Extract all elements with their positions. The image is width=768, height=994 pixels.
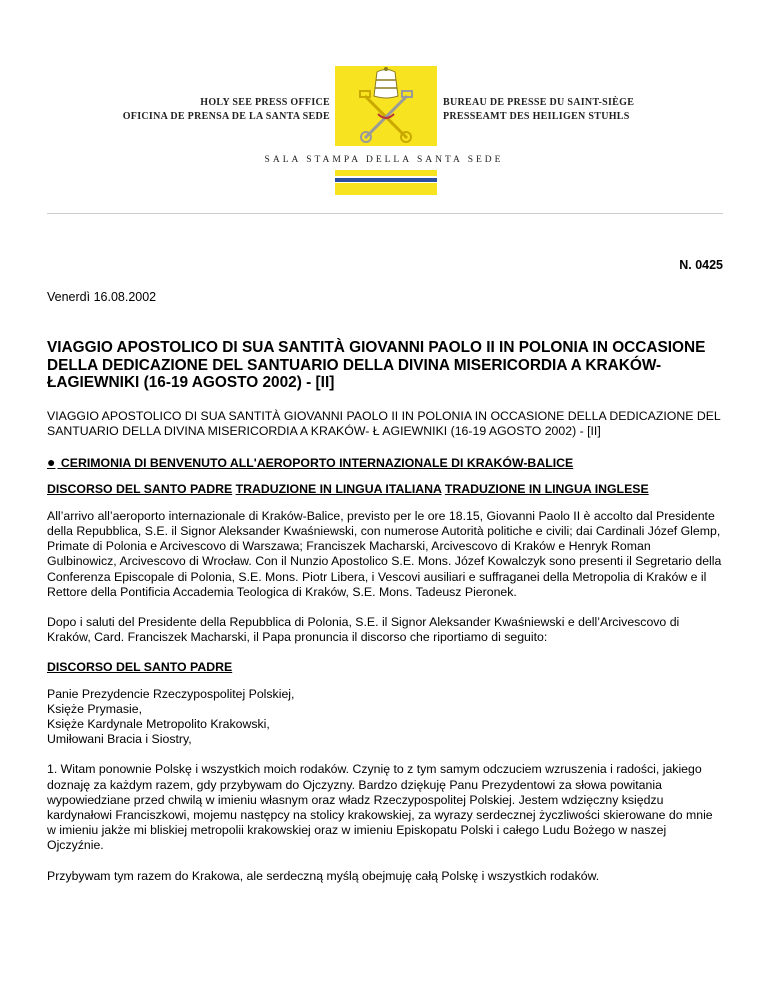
- discorso-heading[interactable]: DISCORSO DEL SANTO PADRE: [47, 660, 233, 675]
- office-name-en: HOLY SEE PRESS OFFICE: [200, 97, 330, 108]
- ceremony-link[interactable]: [47, 455, 723, 471]
- office-names-right: [443, 96, 634, 124]
- ceremony-link-text: CERIMONIA DI BENVENUTO ALL'AEROPORTO INTERNAZIONALE DI KRAKÓW-BALICE: [60, 456, 574, 471]
- link-discorso[interactable]: DISCORSO DEL SANTO PADRE: [47, 481, 233, 496]
- papal-keys-tiara-icon: [335, 66, 437, 146]
- salutation-line: Umiłowani Bracia i Siostry,: [47, 732, 192, 747]
- bulletin-subtitle: VIAGGIO APOSTOLICO DI SUA SANTITÀ GIOVANNI PAOLO II IN POLONIA IN OCCASIONE DELLA DEDICAZIONE DEL SANTUARIO DELLA DIVINA MISERICORDIA A KRAKÓW- Ł AGIEWNIKI (16-19 AGOSTO 2002) - [II]: [47, 408, 721, 439]
- bulletin-content: [47, 258, 723, 899]
- bulletin-date: Venerdì 16.08.2002: [47, 290, 157, 305]
- paragraph-speech-2: Przybywam tym razem do Krakowa, ale serdeczną myślą obejmuję całą Polskę i wszystkich rodaków.: [47, 868, 600, 883]
- flag-stripe-yellow-lower: [335, 183, 437, 195]
- flag-stripe-blue: [335, 178, 437, 182]
- salutation-block: [47, 687, 723, 748]
- salutation-line: Księże Kardynale Metropolito Krakowski,: [47, 716, 270, 731]
- salutation-line: Księże Prymasie,: [47, 701, 142, 716]
- sala-stampa-label: SALA STAMPA DELLA SANTA SEDE: [264, 155, 504, 165]
- flag-stripe-yellow: [335, 170, 437, 176]
- speech-links: [47, 482, 723, 497]
- paragraph-speech-1: 1. Witam ponownie Polskę i wszystkich moich rodaków. Czynię to z tym samym odczuciem wzruszenia i radości, jakiego doznaję za każdym razem, gdy przybywam do Ojczyzny. Bardzo dziękuję Panu Prezydentowi za słowa powitania wypowiedziane przed chwilą w imieniu własnym oraz władz Rzeczypospolitej Polskiej. Jestem wdzięczny księdzu kardynałowi Franciszkowi, mojemu następcy na stolicy krakowskiej, za wyrazy serdecznej życzliwości skierowane do mnie w imieniu jakże mi bliskiej metropolii krakowskiej oraz w imieniu Episkopatu Polski i całego Ludu Bożego w naszej Ojczyźnie.: [47, 762, 713, 853]
- bullet-icon: ●: [47, 454, 56, 471]
- paragraph-greetings-intro: Dopo i saluti del Presidente della Repubblica di Polonia, S.E. il Signor Aleksander Kwaśniewski e dell’Arcivescovo di Kraków, Card. Franciszek Macharski, il Papa pronuncia il discorso che riportiamo di seguito:: [47, 614, 680, 645]
- link-traduzione-inglese[interactable]: TRADUZIONE IN LINGUA INGLESE: [444, 481, 649, 496]
- press-office-header: [0, 0, 768, 200]
- link-traduzione-italiana[interactable]: TRADUZIONE IN LINGUA ITALIANA: [235, 481, 442, 496]
- holy-see-emblem: [335, 66, 437, 146]
- office-name-es: OFICINA DE PRENSA DE LA SANTA SEDE: [122, 111, 330, 122]
- office-names-left: [123, 96, 330, 124]
- office-name-fr: BUREAU DE PRESSE DU SAINT-SIÈGE: [443, 97, 635, 108]
- office-name-de: PRESSEAMT DES HEILIGEN STUHLS: [443, 111, 630, 122]
- paragraph-arrival: All’arrivo all’aeroporto internazionale di Kraków-Balice, previsto per le ore 18.15, Giovanni Paolo II è accolto dal Presidente della Repubblica, S.E. il Signor Aleksander Kwaśniewski, con numerose Autorità politiche e civili; dai Cardinali Józef Glemp, Primate di Polonia e Arcivescovo di Warszawa; Franciszek Macharski, Arcivescovo di Kraków e Henryk Roman Gulbinowicz, Arcivescovo di Wrocław. Con il Nunzio Apostolico S.E. Mons. Józef Kowalczyk sono presenti il Segretario della Conferenza Episcopale di Polonia, S.E. Mons. Piotr Libera, i Vescovi ausiliari e suffraganei della Metropolia di Kraków e il Rettore della Pontificia Accademia Teologica di Kraków, S.E. Mons. Tadeusz Pieronek.: [47, 508, 722, 599]
- header-divider: [47, 213, 723, 214]
- salutation-line: Panie Prezydencie Rzeczypospolitej Polskiej,: [47, 686, 295, 701]
- bulletin-title: VIAGGIO APOSTOLICO DI SUA SANTITÀ GIOVANNI PAOLO II IN POLONIA IN OCCASIONE DELLA DEDICAZIONE DEL SANTUARIO DELLA DIVINA MISERICORDIA A KRAKÓW-ŁAGIEWNIKI (16-19 AGOSTO 2002) - [II]: [47, 339, 706, 392]
- bulletin-number: N. 0425: [679, 258, 723, 272]
